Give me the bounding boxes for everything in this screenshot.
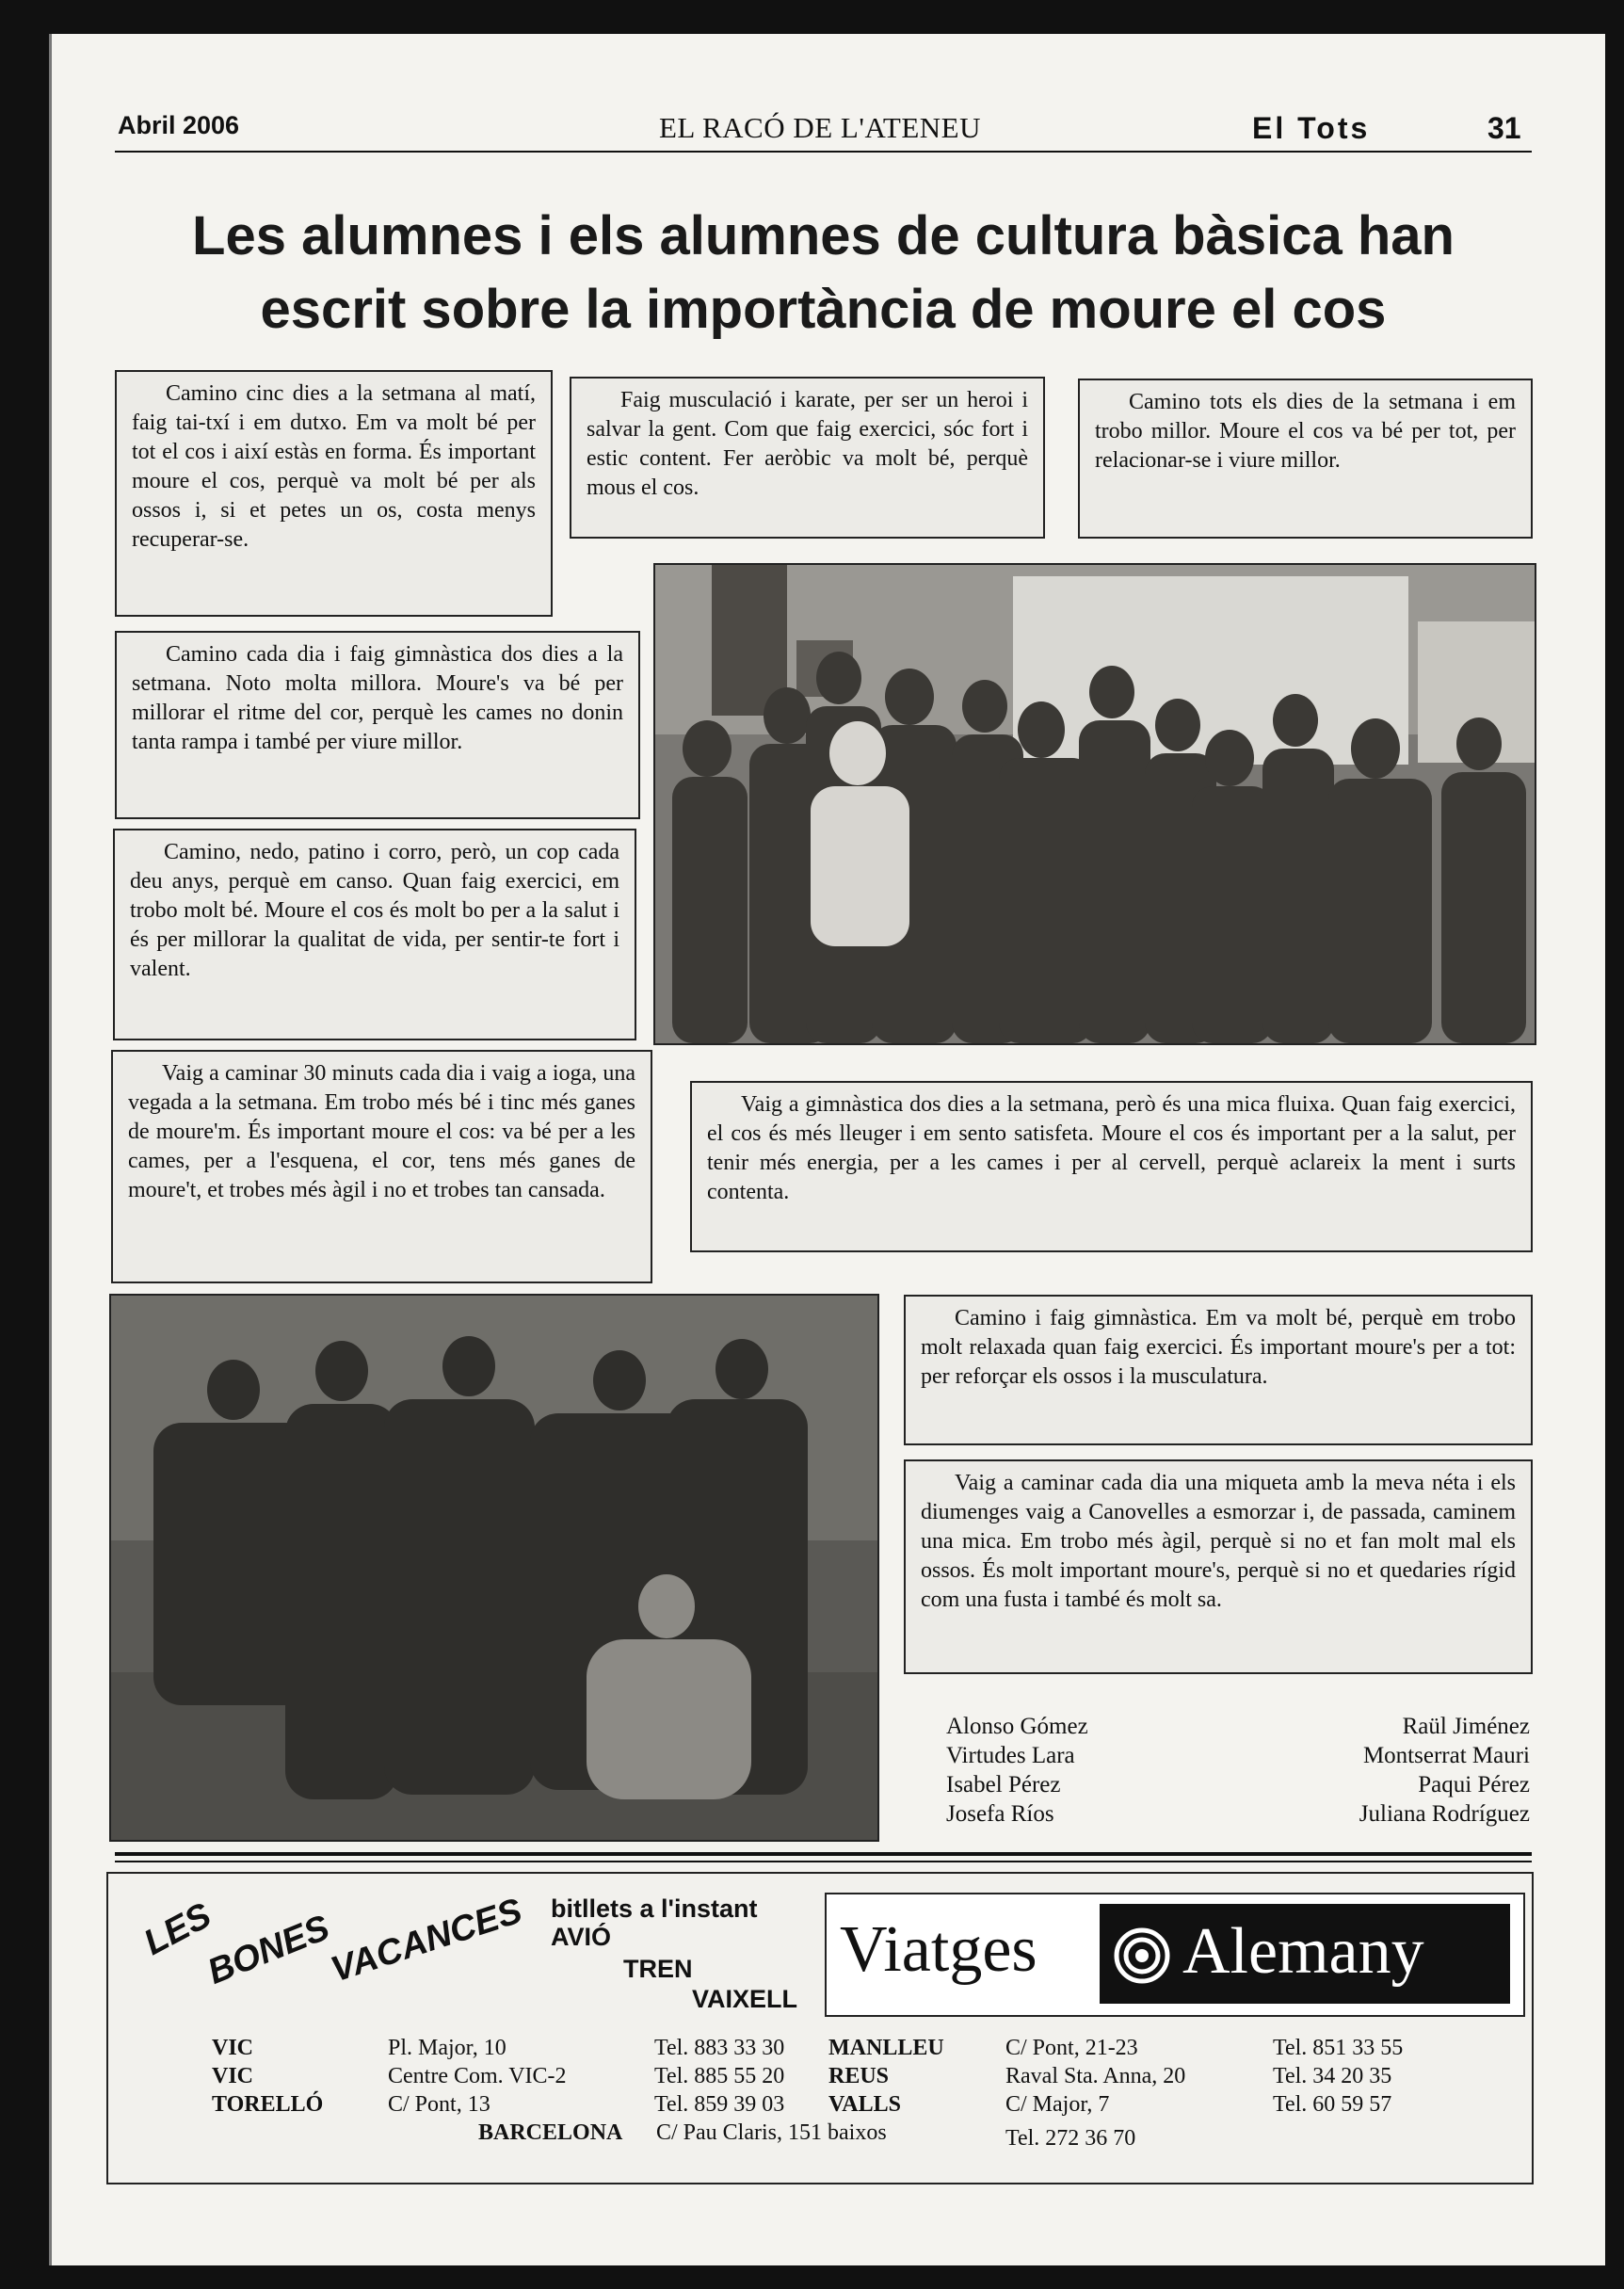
header-rule — [115, 151, 1532, 153]
office-city: REUS — [828, 2064, 890, 2088]
office-phone: Tel. 34 20 35 — [1273, 2064, 1392, 2088]
author-name: Josefa Ríos — [946, 1801, 1054, 1827]
ad-service-tickets: bitllets a l'instant — [551, 1894, 758, 1923]
publication-name: EL RACÓ DE L'ATENEU — [659, 111, 981, 144]
office-phone: Tel. 851 33 55 — [1273, 2036, 1404, 2060]
brand-name-right: Alemany — [1182, 1915, 1424, 1988]
testimonial-box — [904, 1459, 1533, 1674]
author-name: Alonso Gómez — [946, 1714, 1088, 1739]
classroom-group-photo — [653, 563, 1536, 1045]
office-address: Centre Com. VIC-2 — [388, 2064, 567, 2088]
author-name: Paqui Pérez — [1418, 1772, 1530, 1797]
authors-left — [946, 1712, 1088, 1829]
testimonial-text: Camino cinc dies a la setmana al matí, faig tai-txí i em dutxo. Em va molt bé per tot el cos i així estàs en forma. És important moure el cos, perquè va molt bé per als ossos i, si et petes un os, costa menys recuperar-se. — [132, 381, 536, 552]
office-address: C/ Pont, 13 — [388, 2092, 490, 2117]
testimonial-text: Camino cada dia i faig gimnàstica dos dies a la setmana. Noto molta millora. Moure's va bé per millorar el ritme del cor, perquè les cames no donin tanta rampa i també per viure millor. — [132, 642, 623, 754]
ad-rule-thin — [115, 1861, 1532, 1862]
testimonial-box — [115, 631, 640, 819]
title-line-1: Les alumnes i els alumnes de cultura bàsica han — [192, 205, 1455, 266]
office-address: C/ Pont, 21-23 — [1005, 2036, 1138, 2060]
author-name: Montserrat Mauri — [1362, 1743, 1530, 1768]
ad-service-plane: AVIÓ — [551, 1923, 612, 1951]
testimonial-text: Camino i faig gimnàstica. Em va molt bé, perquè em trobo molt relaxada quan faig exercici. És important moure's per a tot: per reforçar els ossos i la musculatura. — [921, 1306, 1516, 1389]
author-name: Juliana Rodríguez — [1359, 1801, 1530, 1827]
office-phone: Tel. 272 36 70 — [1005, 2126, 1136, 2151]
office-city: TORELLÓ — [212, 2092, 324, 2117]
ad-logo-word-bones: BONES — [201, 1908, 335, 1992]
testimonial-text: Camino tots els dies de la setmana i em trobo millor. Moure el cos va bé per tot, per relacionar-se i viure millor. — [1095, 390, 1516, 473]
office-city: BARCELONA — [478, 2120, 623, 2145]
classroom-photo-image — [655, 565, 1535, 1043]
testimonial-text: Vaig a caminar 30 minuts cada dia i vaig a ioga, una vegada a la setmana. Em trobo més bé i tinc més ganes de moure'm. És important moure el cos: va bé per a les cames, per a l'esquena, el cor, tens més ganes de moure't, et trobes més àgil i no et trobes tan cansada. — [128, 1061, 635, 1202]
outdoor-group-photo — [109, 1294, 879, 1842]
testimonial-box — [115, 370, 553, 617]
issue-date: Abril 2006 — [118, 111, 240, 139]
office-address: C/ Pau Claris, 151 baixos — [656, 2120, 887, 2145]
brand-name-left: Viatges — [840, 1913, 1037, 1986]
office-city: VALLS — [828, 2092, 901, 2117]
ad-rule-thick — [115, 1852, 1532, 1856]
author-name: Isabel Pérez — [946, 1772, 1061, 1797]
office-address: Raval Sta. Anna, 20 — [1005, 2064, 1186, 2088]
office-phone: Tel. 859 39 03 — [654, 2092, 785, 2117]
ad-logo-word-vacances: VACANCES — [326, 1891, 527, 1991]
office-phone: Tel. 883 33 30 — [654, 2036, 785, 2060]
testimonial-text: Vaig a gimnàstica dos dies a la setmana, però és una mica fluixa. Quan faig exercici, el cos és més lleuger i em sento satisfeta. Moure el cos és important per a la salut, per tenir més energia, per a les cames i per al cervell, perquè aclareix la ment i surts contenta. — [707, 1092, 1516, 1204]
authors-right — [1252, 1712, 1530, 1829]
office-address: Pl. Major, 10 — [388, 2036, 506, 2060]
page-number: 31 — [1487, 111, 1521, 145]
article-title — [115, 200, 1532, 347]
testimonial-box — [690, 1081, 1533, 1252]
testimonial-box — [1078, 379, 1533, 539]
ad-service-ship: VAIXELL — [692, 1985, 798, 2013]
ad-service-train: TREN — [623, 1955, 693, 1983]
ad-logo-word-les: LES — [137, 1895, 218, 1963]
brand-black-panel — [1100, 1904, 1510, 2004]
brand-banner — [825, 1893, 1525, 2017]
author-name: Virtudes Lara — [946, 1743, 1075, 1768]
office-phone: Tel. 885 55 20 — [654, 2064, 785, 2088]
office-phone: Tel. 60 59 57 — [1273, 2092, 1392, 2117]
testimonial-box — [904, 1295, 1533, 1445]
title-line-2: escrit sobre la importància de moure el cos — [260, 279, 1387, 340]
testimonial-box — [570, 377, 1045, 539]
spiral-icon — [1113, 1926, 1171, 1985]
testimonial-box — [113, 829, 636, 1040]
office-city: VIC — [212, 2036, 254, 2060]
author-name: Raül Jiménez — [1402, 1714, 1530, 1739]
office-address: C/ Major, 7 — [1005, 2092, 1110, 2117]
testimonial-text: Vaig a caminar cada dia una miqueta amb la meva néta i els diumenges vaig a Canovelles a esmorzar i, de passada, caminem una mica. Em trobo més àgil, perquè si no et fan molt mal els ossos. És molt important moure's, perquè si no et quedaries rígid com una fusta i també és molt sa. — [921, 1471, 1516, 1612]
office-city: VIC — [212, 2064, 254, 2088]
testimonial-box — [111, 1050, 652, 1283]
testimonial-text: Faig musculació i karate, per ser un heroi i salvar la gent. Com que faig exercici, sóc fort i estic content. Fer aeròbic va molt bé, perquè mous el cos. — [587, 388, 1028, 500]
office-city: MANLLEU — [828, 2036, 944, 2060]
testimonial-text: Camino, nedo, patino i corro, però, un cop cada deu anys, perquè em canso. Quan faig exercici, em trobo molt bé. Moure el cos és molt bo per a la salut i és per millorar la qualitat de vida, per sentir-te fort i valent. — [130, 840, 619, 981]
section-name: El Tots — [1252, 111, 1371, 145]
outdoor-photo-image — [111, 1296, 877, 1840]
